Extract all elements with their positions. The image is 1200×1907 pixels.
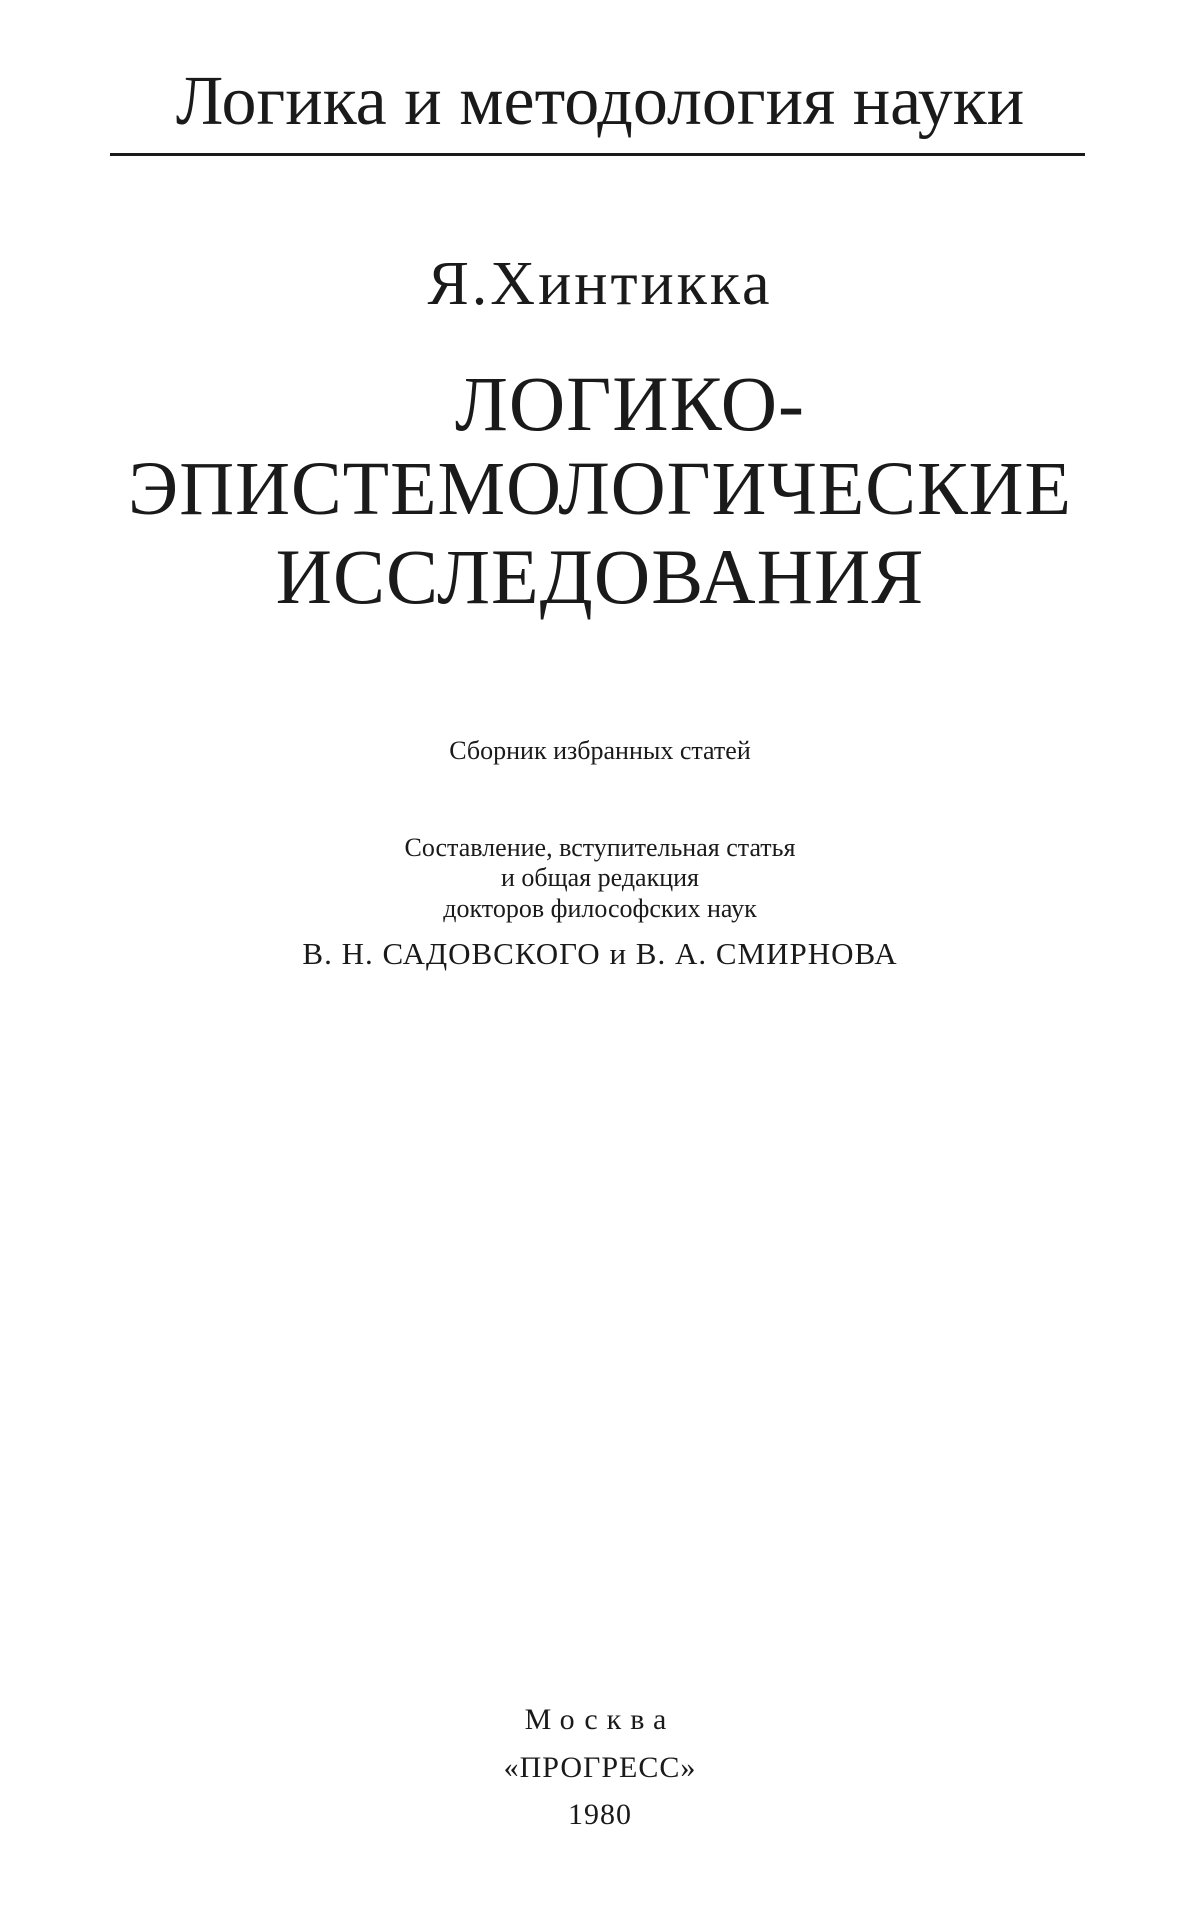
book-title-line-2: ЭПИСТЕМОЛОГИЧЕСКИЕ	[128, 447, 1072, 531]
compilation-line-2: и общая редакция	[500, 863, 700, 892]
book-title-line-3: ИССЛЕДОВАНИЯ	[275, 533, 925, 620]
compilation-line-1: Составление, вступительная статья	[404, 833, 796, 862]
book-title-line-1: ЛОГИКО-	[454, 360, 806, 447]
imprint-city: Москва	[524, 1703, 676, 1736]
book-subtitle: Сборник избранных статей	[449, 736, 751, 765]
imprint-publisher: «ПРОГРЕСС»	[503, 1751, 697, 1784]
series-underline	[110, 153, 1085, 156]
compilation-line-3: докторов философских наук	[443, 894, 757, 923]
author-name: Я.Хинтикка	[427, 250, 773, 318]
compilation-editors: В. Н. САДОВСКОГО и В. А. СМИРНОВА	[302, 936, 898, 971]
series-title: Логика и методология науки	[175, 63, 1025, 140]
imprint-year: 1980	[568, 1798, 632, 1831]
